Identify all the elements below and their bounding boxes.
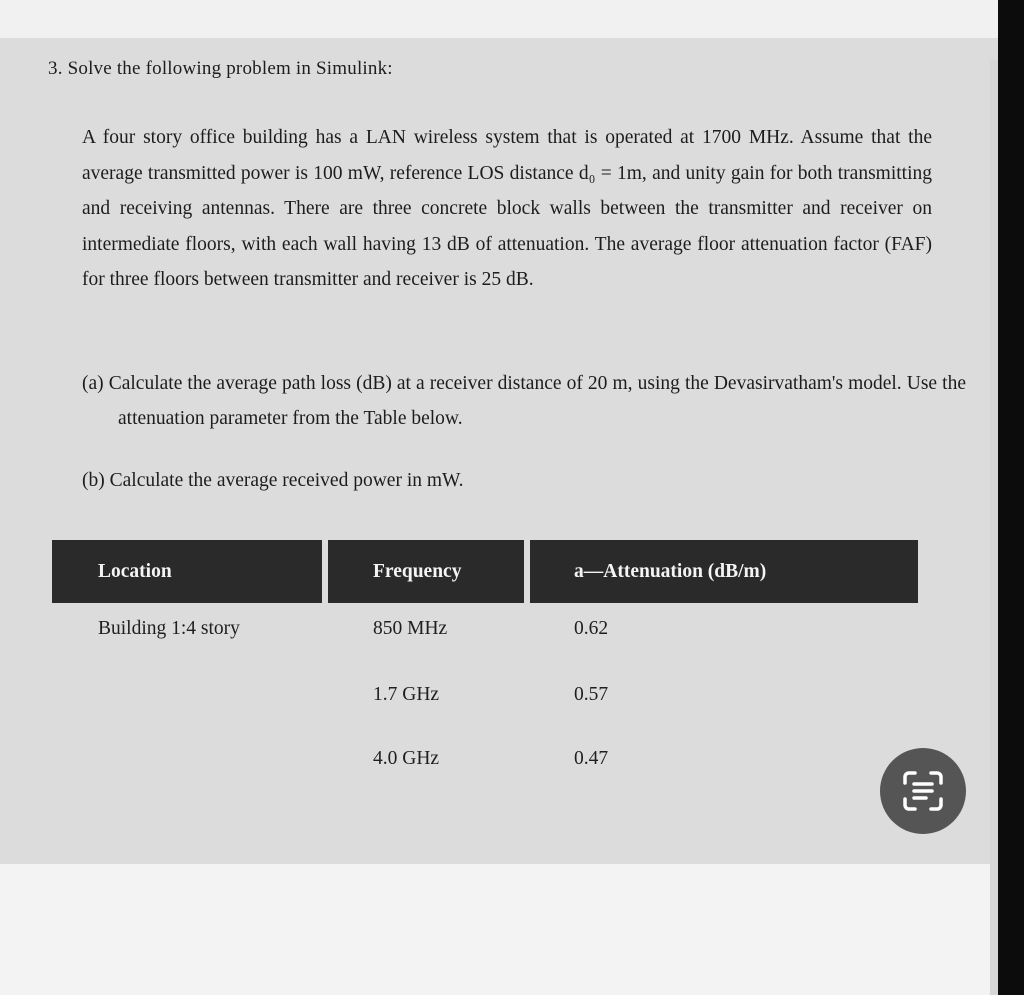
problem-statement: A four story office building has a LAN wireless system that is operated at 1700 MHz. Assume that the average transmitted power is 100 mW, reference LOS distance d₀ = 1m, and unity gain for both transmitting and receiving antennas. There are three concrete block walls between the transmitter and receiver on intermediate floors, with each wall having 13 dB of attenuation. The average floor attenuation factor (FAF) for three floors between transmitter and receiver is 25 dB. (82, 127, 932, 290)
question-a: (a) Calculate the average path loss (dB) at a receiver distance of 20 m, using the Devasirvatham's model. Use the attenuation parameter from the Table below. (82, 373, 966, 429)
table-cell-location: Building 1:4 story (98, 618, 240, 639)
table-header-frequency: Frequency (328, 540, 524, 603)
dark-edge (998, 0, 1024, 995)
question-b: (b) Calculate the average received power in mW. (82, 470, 464, 491)
bottom-background (0, 864, 998, 995)
table-cell-frequency: 4.0 GHz (373, 748, 440, 769)
text-scan-icon (901, 769, 945, 813)
table-cell-frequency: 850 MHz (373, 618, 448, 639)
text-scan-button[interactable] (880, 748, 966, 834)
problem-heading: 3. Solve the following problem in Simulink: (48, 58, 393, 79)
table-cell-attenuation: 0.47 (574, 748, 609, 769)
table-header-location: Location (52, 540, 322, 603)
table-header-attenuation: a—Attenuation (dB/m) (530, 540, 918, 603)
table-cell-attenuation: 0.62 (574, 618, 609, 639)
table-cell-attenuation: 0.57 (574, 684, 609, 705)
table-cell-frequency: 1.7 GHz (373, 684, 440, 705)
page-edge (990, 60, 998, 995)
top-background (0, 0, 998, 38)
